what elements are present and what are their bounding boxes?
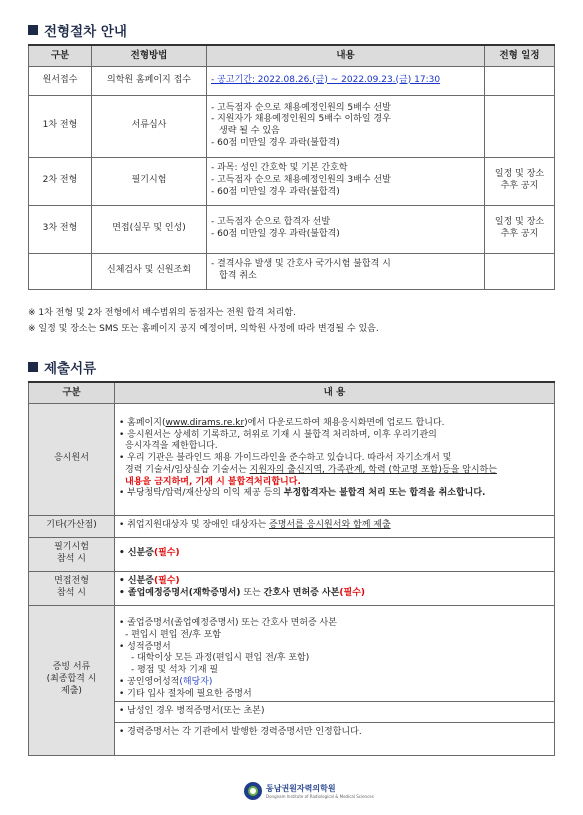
content-cell xyxy=(207,95,485,157)
content-line: 생략 될 수 있음 xyxy=(219,126,280,136)
method-cell: 면접(실무 및 인성) xyxy=(92,205,207,253)
content-line: - 60점 미만일 경우 과락(불합격) xyxy=(211,229,340,239)
table-row xyxy=(29,403,555,515)
schedule-cell xyxy=(485,253,555,289)
content-line: • 신분증(필수) xyxy=(119,576,180,587)
institute-logo xyxy=(244,782,374,800)
schedule-line: 일정 및 장소 xyxy=(494,217,545,228)
content-cell: • 신분증(필수) xyxy=(115,537,555,571)
content-cell xyxy=(207,205,485,253)
schedule-cell xyxy=(485,157,555,205)
content-line: • 응시원서는 상세히 기록하고, 허위로 기재 시 불합격 처리하며, 이후 우리기관의 xyxy=(119,429,437,440)
header-category: 구분 xyxy=(29,382,115,403)
logo-subtitle: Dongnam Institute of Radiological & Medical Sciences xyxy=(266,794,374,799)
content-line: - 고득점자 순으로 합격자 선발 xyxy=(211,217,331,228)
procedure-table xyxy=(28,44,555,290)
notice-period: - 공고기간: 2022.08.26.(금) ~ 2022.09.23.(금) 17:30 xyxy=(211,74,441,85)
content-line: - 60점 미만일 경우 과락(불합격) xyxy=(211,137,340,148)
table-row xyxy=(29,205,555,253)
category-cell: 응시원서 xyxy=(29,403,115,515)
content-line: - 지원자가 채용예정인원의 5배수 이하일 경우 xyxy=(211,114,391,125)
content-line: 합격 취소 xyxy=(219,271,257,281)
method-cell: 의학원 홈페이지 접수 xyxy=(92,66,207,95)
note-tie-rule: ※ 1차 전형 및 2차 전형에서 배수범위의 동점자는 전원 합격 처리함. xyxy=(28,308,296,318)
schedule-line: 추후 공지 xyxy=(500,229,539,239)
header-method: 전형방법 xyxy=(92,45,207,66)
content-line: • 우리 기관은 블라인드 채용 가이드라인을 준수하고 있습니다. 따라서 자기소개서 및 xyxy=(119,453,452,464)
content-line: - 고득점자 순으로 채용예정인원의 5배수 선발 xyxy=(211,102,391,113)
website-link[interactable]: www.dirams.re.kr xyxy=(165,418,245,429)
logo-name: 동남권원자력의학원 xyxy=(266,784,336,793)
schedule-line: 일정 및 장소 xyxy=(494,169,545,180)
table-row xyxy=(29,605,555,755)
stage-cell xyxy=(29,253,92,289)
evidence-military: • 남성인 경우 병적증명서(또는 초본) xyxy=(115,702,554,723)
evidence-career: • 경력증명서는 각 기관에서 발행한 경력증명서만 인정합니다. xyxy=(119,726,362,737)
content-line: - 과목: 성인 간호학 및 기본 간호학 xyxy=(211,163,348,174)
content-line: - 60점 미만일 경우 과락(불합격) xyxy=(211,186,340,197)
content-cell xyxy=(115,571,555,605)
square-bullet-icon xyxy=(28,25,38,35)
note-schedule-notice: ※ 일정 및 장소는 SMS 또는 홈페이지 공지 예정이며, 의학원 사정에 따라 변경될 수 있음. xyxy=(28,324,379,334)
stage-cell: 2차 전형 xyxy=(29,157,92,205)
square-bullet-icon xyxy=(28,362,38,372)
table-row xyxy=(29,253,555,289)
section-title-procedure xyxy=(28,20,127,40)
header-content: 내 용 xyxy=(115,382,555,403)
section-title-text: 전형절차 안내 xyxy=(44,24,127,40)
content-cell xyxy=(207,253,485,289)
schedule-cell xyxy=(485,95,555,157)
content-line: - 고득점자 순으로 채용예정인원의 3배수 선발 xyxy=(211,175,391,186)
table-row xyxy=(29,95,555,157)
content-line: • 부당청탁/압력/재산상의 이익 제공 등의 부정합격자는 불합격 처리 또는 합격을 취소합니다. xyxy=(119,488,486,499)
category-cell: 증빙 서류 (최종합격 시 제출) xyxy=(29,605,115,755)
table-row xyxy=(29,66,555,95)
content-cell: • 취업지원대상자 및 장애인 대상자는 증명서를 응시원서와 함께 제출 xyxy=(115,515,555,537)
method-cell: 서류심사 xyxy=(92,95,207,157)
evidence-main-list: • 졸업증명서(졸업예정증명서) 또는 간호사 면허증 사본 - 편입시 편입 전/후 포함 • 성적증명서 - 대학이상 모든 과정(편입시 편입 전/후 포함) - 평점 및 석차 기재 필 • 공인영어성적(해당자) • 기타 입사 절차에 필요한 증명서 xyxy=(115,617,554,702)
category-cell: 면접전형 참석 시 xyxy=(29,571,115,605)
content-line: 응시자격을 제한합니다. xyxy=(125,441,218,452)
method-cell: 신체검사 및 신원조회 xyxy=(92,253,207,289)
category-cell: 기타(가산점) xyxy=(29,515,115,537)
content-line: • 졸업예정증명서(재학증명서) 또는 간호사 면허증 사본(필수) xyxy=(119,588,366,598)
section-title-documents xyxy=(28,357,96,377)
header-stage: 구분 xyxy=(29,45,92,66)
table-row xyxy=(29,571,555,605)
stage-cell: 3차 전형 xyxy=(29,205,92,253)
schedule-cell xyxy=(485,205,555,253)
stage-cell: 원서접수 xyxy=(29,66,92,95)
schedule-cell xyxy=(485,66,555,95)
content-line: - 결격사유 발생 및 간호사 국가시험 불합격 시 xyxy=(211,259,391,270)
table-header-row xyxy=(29,382,555,403)
content-line: 내용을 금지하며, 기재 시 불합격처리합니다. xyxy=(125,476,301,487)
schedule-line: 추후 공지 xyxy=(500,181,539,191)
content-cell xyxy=(115,403,555,515)
table-row xyxy=(29,537,555,571)
content-cell xyxy=(115,605,555,755)
table-header-row xyxy=(29,45,555,66)
stage-cell: 1차 전형 xyxy=(29,95,92,157)
method-cell: 필기시험 xyxy=(92,157,207,205)
content-line: • 홈페이지(www.dirams.re.kr)에서 다운로드하여 채용응시화면에 업로드 합니다. xyxy=(119,418,445,429)
header-content: 내용 xyxy=(207,45,485,66)
documents-table xyxy=(28,381,555,756)
table-row xyxy=(29,157,555,205)
institute-logo-icon xyxy=(244,782,262,800)
content-cell xyxy=(207,66,485,95)
header-schedule: 전형 일정 xyxy=(485,45,555,66)
category-cell: 필기시험 참석 시 xyxy=(29,537,115,571)
content-line: 경력 기술서/임상실습 기술서는 지원자의 출신지역, 가족관계, 학력 (학교명 포함)등을 암시하는 xyxy=(125,464,497,475)
section-title-text: 제출서류 xyxy=(44,361,97,377)
content-cell xyxy=(207,157,485,205)
table-row xyxy=(29,515,555,537)
